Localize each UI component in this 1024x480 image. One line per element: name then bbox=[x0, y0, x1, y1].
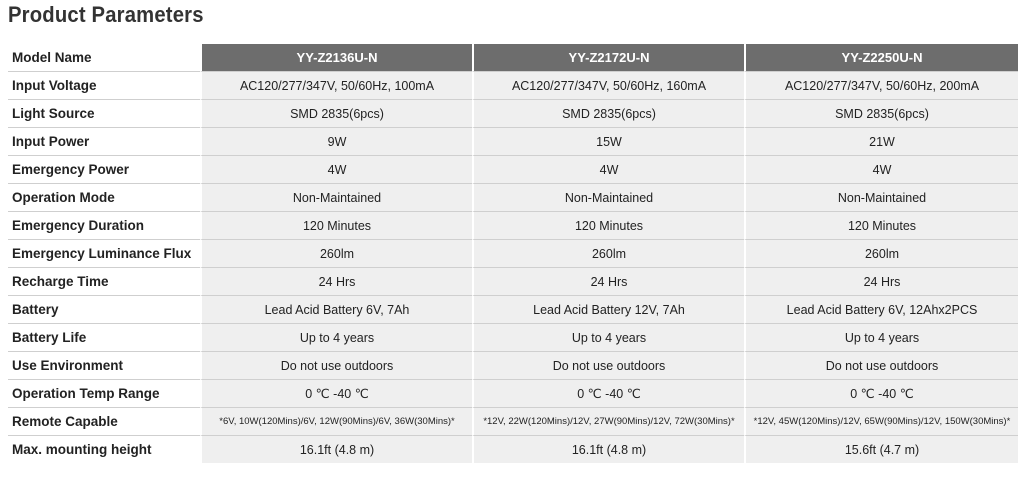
row-label: Emergency Duration bbox=[8, 212, 200, 240]
cell-value: 120 Minutes bbox=[200, 212, 472, 240]
cell-value: SMD 2835(6pcs) bbox=[200, 100, 472, 128]
header-label: Model Name bbox=[8, 44, 200, 72]
cell-value: 21W bbox=[744, 128, 1018, 156]
model-header: YY-Z2172U-N bbox=[472, 44, 744, 72]
cell-value: *12V, 45W(120Mins)/12V, 65W(90Mins)/12V, 150W(30Mins)* bbox=[744, 408, 1018, 436]
cell-value: 4W bbox=[744, 156, 1018, 184]
cell-value: 0 ℃ -40 ℃ bbox=[200, 380, 472, 408]
model-header: YY-Z2250U-N bbox=[744, 44, 1018, 72]
row-label: Remote Capable bbox=[8, 408, 200, 436]
table-row bbox=[8, 128, 1018, 156]
table-row bbox=[8, 240, 1018, 268]
parameters-table bbox=[8, 44, 1018, 463]
cell-value: 260lm bbox=[472, 240, 744, 268]
row-label: Operation Temp Range bbox=[8, 380, 200, 408]
table-row bbox=[8, 268, 1018, 296]
cell-value: 15.6ft (4.7 m) bbox=[744, 436, 1018, 463]
row-label: Recharge Time bbox=[8, 268, 200, 296]
cell-value: Lead Acid Battery 6V, 12Ahx2PCS bbox=[744, 296, 1018, 324]
cell-value: 120 Minutes bbox=[472, 212, 744, 240]
cell-value: AC120/277/347V, 50/60Hz, 100mA bbox=[200, 72, 472, 100]
cell-value: Lead Acid Battery 12V, 7Ah bbox=[472, 296, 744, 324]
cell-value: 0 ℃ -40 ℃ bbox=[472, 380, 744, 408]
row-label: Use Environment bbox=[8, 352, 200, 380]
cell-value: Do not use outdoors bbox=[472, 352, 744, 380]
cell-value: Non-Maintained bbox=[200, 184, 472, 212]
model-header: YY-Z2136U-N bbox=[200, 44, 472, 72]
cell-value: 4W bbox=[200, 156, 472, 184]
cell-value: 260lm bbox=[744, 240, 1018, 268]
row-label: Battery bbox=[8, 296, 200, 324]
cell-value: Non-Maintained bbox=[744, 184, 1018, 212]
cell-value: *6V, 10W(120Mins)/6V, 12W(90Mins)/6V, 36W(30Mins)* bbox=[200, 408, 472, 436]
cell-value: Up to 4 years bbox=[200, 324, 472, 352]
cell-value: 16.1ft (4.8 m) bbox=[200, 436, 472, 463]
cell-value: 15W bbox=[472, 128, 744, 156]
cell-value: Lead Acid Battery 6V, 7Ah bbox=[200, 296, 472, 324]
table-row bbox=[8, 184, 1018, 212]
table-row bbox=[8, 380, 1018, 408]
cell-value: 9W bbox=[200, 128, 472, 156]
table-header-row bbox=[8, 44, 1018, 72]
table-row bbox=[8, 436, 1018, 463]
table-row bbox=[8, 100, 1018, 128]
cell-value: Up to 4 years bbox=[744, 324, 1018, 352]
cell-value: SMD 2835(6pcs) bbox=[744, 100, 1018, 128]
cell-value: AC120/277/347V, 50/60Hz, 200mA bbox=[744, 72, 1018, 100]
table-row bbox=[8, 408, 1018, 436]
table-row bbox=[8, 296, 1018, 324]
cell-value: 120 Minutes bbox=[744, 212, 1018, 240]
row-label: Input Power bbox=[8, 128, 200, 156]
cell-value: Non-Maintained bbox=[472, 184, 744, 212]
row-label: Max. mounting height bbox=[8, 436, 200, 463]
cell-value: 24 Hrs bbox=[200, 268, 472, 296]
table-row bbox=[8, 72, 1018, 100]
cell-value: SMD 2835(6pcs) bbox=[472, 100, 744, 128]
cell-value: 24 Hrs bbox=[472, 268, 744, 296]
cell-value: 0 ℃ -40 ℃ bbox=[744, 380, 1018, 408]
table-row bbox=[8, 352, 1018, 380]
row-label: Emergency Luminance Flux bbox=[8, 240, 200, 268]
page-title: Product Parameters bbox=[8, 2, 204, 27]
row-label: Light Source bbox=[8, 100, 200, 128]
cell-value: 24 Hrs bbox=[744, 268, 1018, 296]
row-label: Input Voltage bbox=[8, 72, 200, 100]
cell-value: 260lm bbox=[200, 240, 472, 268]
table-row bbox=[8, 324, 1018, 352]
cell-value: Up to 4 years bbox=[472, 324, 744, 352]
row-label: Operation Mode bbox=[8, 184, 200, 212]
cell-value: 4W bbox=[472, 156, 744, 184]
table-row bbox=[8, 212, 1018, 240]
row-label: Emergency Power bbox=[8, 156, 200, 184]
table-row bbox=[8, 156, 1018, 184]
cell-value: *12V, 22W(120Mins)/12V, 27W(90Mins)/12V, 72W(30Mins)* bbox=[472, 408, 744, 436]
cell-value: 16.1ft (4.8 m) bbox=[472, 436, 744, 463]
cell-value: AC120/277/347V, 50/60Hz, 160mA bbox=[472, 72, 744, 100]
cell-value: Do not use outdoors bbox=[744, 352, 1018, 380]
row-label: Battery Life bbox=[8, 324, 200, 352]
cell-value: Do not use outdoors bbox=[200, 352, 472, 380]
